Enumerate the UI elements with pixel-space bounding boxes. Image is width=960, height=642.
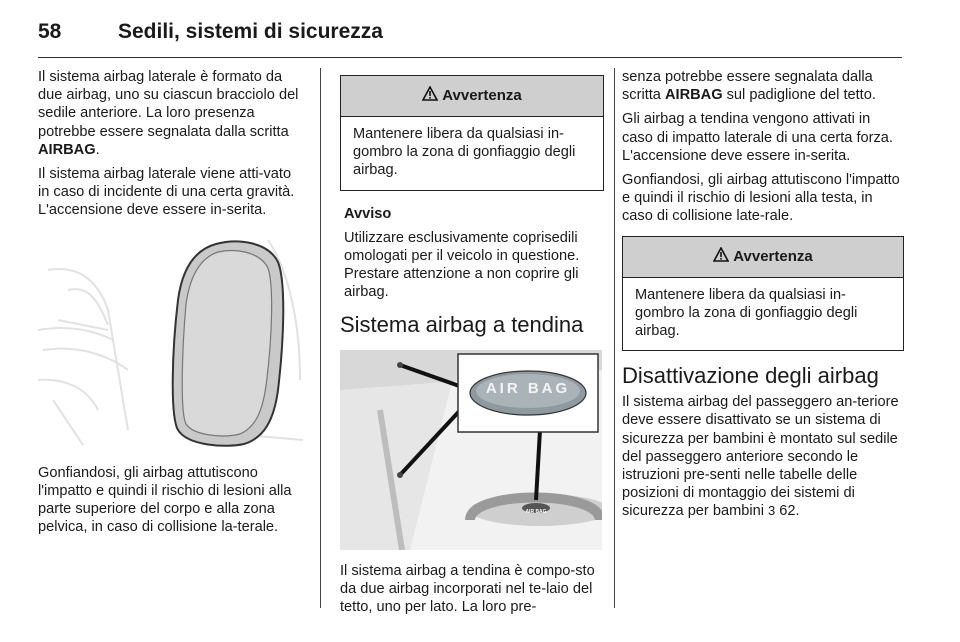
section-heading: Sistema airbag a tendina (340, 311, 584, 337)
column-divider (320, 68, 321, 608)
airbag-label: AIRBAG (664, 87, 723, 104)
page-number: 58 (38, 20, 62, 43)
warning-box (340, 75, 604, 191)
seat-airbag-drawing (38, 230, 304, 450)
warning-text: Mantenere libera da qualsiasi in-gombro la zona di gonfiaggio degli airbag. (353, 126, 576, 179)
paragraph (622, 393, 904, 520)
note-block (344, 205, 604, 302)
curtain-airbag-illustration (340, 350, 602, 550)
warning-text: Mantenere libera da qualsiasi in-gombro la zona di gonfiaggio degli airbag. (635, 286, 858, 340)
paragraph (38, 68, 306, 159)
paragraph: Gli airbag a tendina vengono attivati in caso di impatto laterale di una certa forza. L'accensione deve essere in-serita. (622, 111, 893, 164)
side-airbag-illustration (38, 230, 304, 450)
paragraph (622, 68, 904, 104)
paragraph-text: sul padiglione del tetto. (722, 87, 876, 104)
warning-triangle-icon (713, 247, 729, 267)
airbag-label: AIRBAG (38, 141, 96, 158)
airbag-badge-text: AIR BAG (485, 379, 571, 397)
paragraph-text: . (95, 141, 100, 158)
column-middle (340, 68, 604, 622)
paragraph-text: Il sistema airbag laterale è formato da due airbag, uno su ciascun bracciolo del sedile anteriore. La loro presenza potrebbe essere segnalata dalla scritta (38, 69, 299, 140)
warning-title: Avvertenza (442, 86, 522, 104)
paragraph: Gonfiandosi, gli airbag attutiscono l'impatto e quindi il rischio di lesioni alla parte superiore del corpo e alla zona pelvica, in caso di collisione la-terale. (38, 464, 292, 536)
column-right (622, 68, 904, 527)
warning-header (623, 237, 903, 278)
column-divider (614, 68, 615, 608)
page-reference[interactable]: 62. (775, 503, 800, 520)
page-title: Sedili, sistemi di sicurezza (118, 20, 383, 43)
warning-header (341, 76, 603, 117)
header-rule (38, 57, 902, 58)
warning-triangle-icon (422, 86, 438, 106)
paragraph: Il sistema airbag laterale viene atti-vato in caso di incidente di una certa gravità. L'accensione deve essere in-serita. (38, 166, 295, 219)
paragraph-text: Il sistema airbag del passeggero an-teriore deve essere disattivato se un sistema di sicurezza per bambini è montato sul sedile del passeggero anteriore secondo le istruzioni pre-senti nelle tabelle delle posizioni di montaggio dei sistemi di sicurezza per bambini (622, 394, 899, 520)
warning-title: Avvertenza (733, 247, 813, 265)
paragraph-text: senza potrebbe essere segnalata dalla scritta (622, 69, 873, 104)
page-header (38, 14, 902, 54)
note-title: Avviso (344, 205, 392, 222)
section-heading: Disattivazione degli airbag (622, 363, 879, 389)
paragraph: Il sistema airbag a tendina è compo-sto da due airbag incorporati nel te-laio del tetto, uno per lato. La loro pre- (340, 562, 595, 616)
small-airbag-badge-text: AIR BAG (525, 508, 547, 515)
page-reference-icon: 3 (768, 503, 776, 519)
note-text: Utilizzare esclusivamente coprisedili omologati per il veicolo in questione. Prestare attenzione a non coprire gli airbag. (344, 229, 580, 301)
paragraph: Gonfiandosi, gli airbag attutiscono l'impatto e quindi il rischio di lesioni alla testa, in caso di collisione late-rale. (622, 172, 900, 225)
warning-box (622, 236, 904, 352)
column-left (38, 68, 306, 542)
